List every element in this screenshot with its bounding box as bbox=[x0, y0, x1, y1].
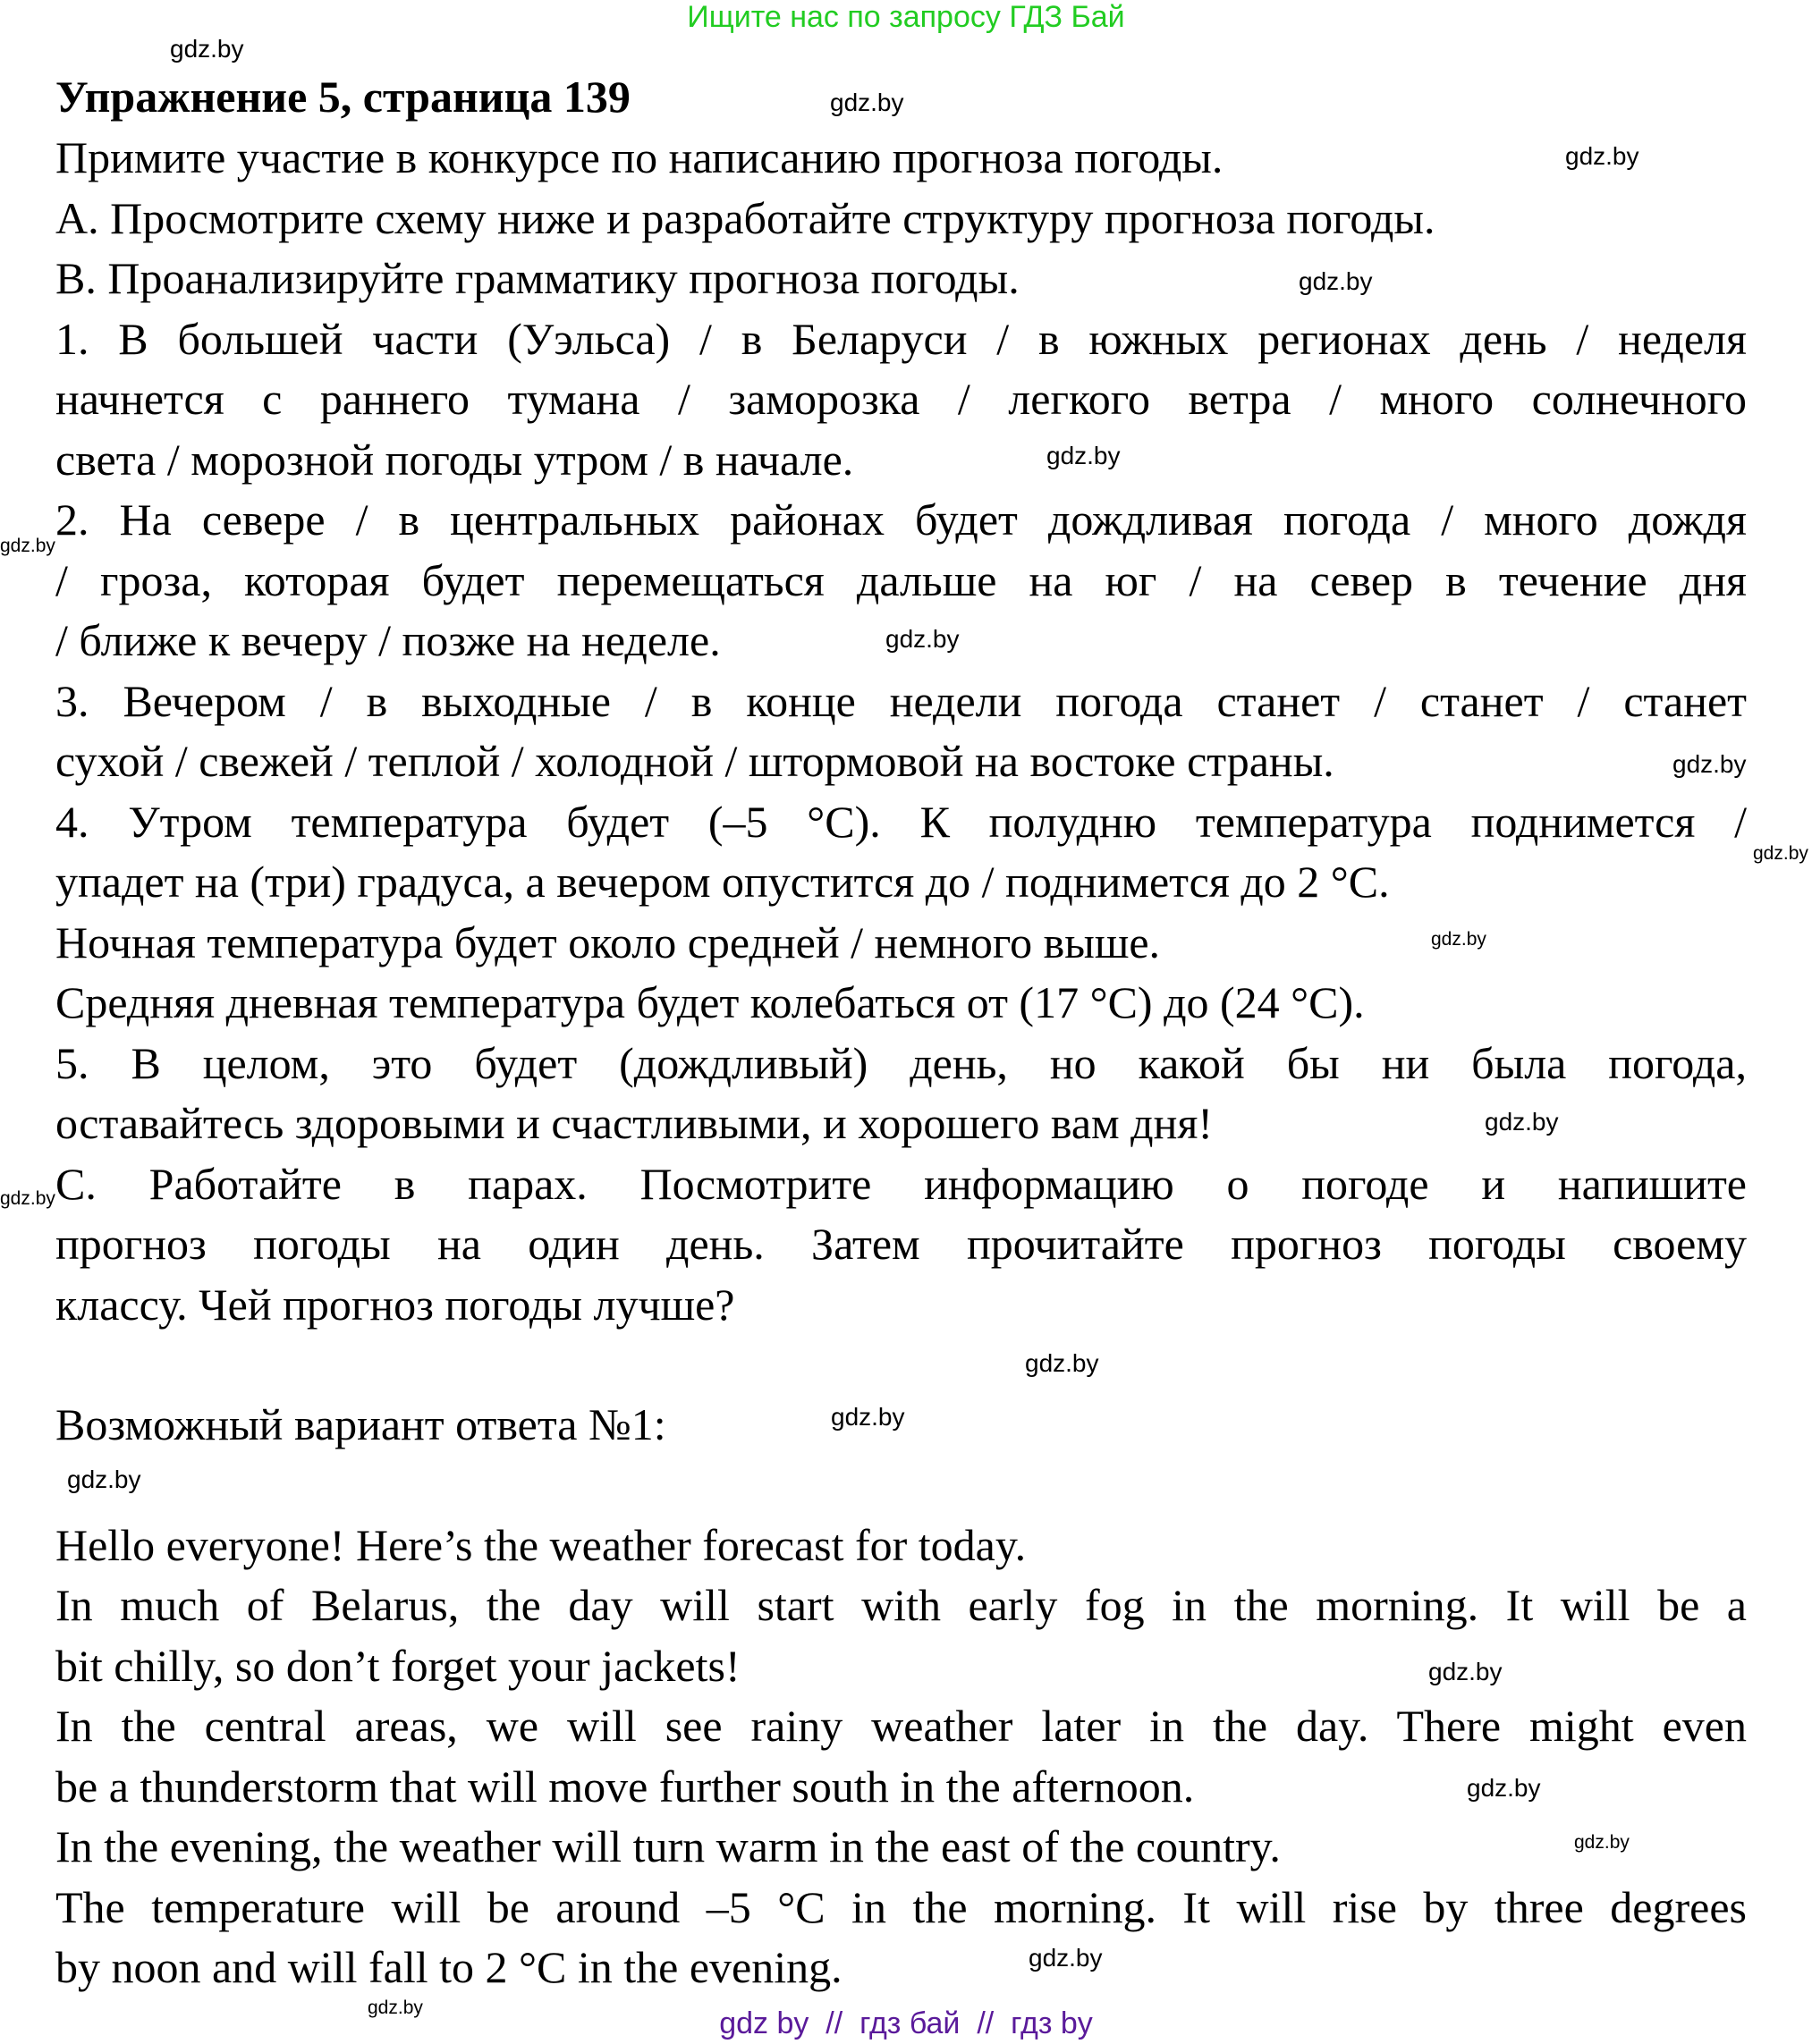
text-line: In much of Belarus, the day will start with early fog in the morning. It will be a bbox=[55, 1580, 1747, 1630]
page-title: Упражнение 5, страница 139 bbox=[55, 72, 631, 122]
watermark: gdz.by bbox=[0, 536, 55, 556]
text-line: прогноз погоды на один день. Затем прочитайте прогноз погоды своему bbox=[55, 1219, 1747, 1269]
watermark: gdz.by bbox=[1025, 1349, 1099, 1377]
search-banner: Ищите нас по запросу ГДЗ Бай bbox=[687, 0, 1125, 34]
text-line: 4. Утром температура будет (–5 °C). К полудню температура поднимется / bbox=[55, 797, 1747, 847]
text-line: In the central areas, we will see rainy weather later in the day. There might even bbox=[55, 1701, 1747, 1751]
watermark: gdz.by bbox=[1574, 1832, 1630, 1853]
watermark: gdz.by bbox=[830, 89, 904, 116]
watermark: gdz.by bbox=[1029, 1944, 1103, 1972]
watermark: gdz.by bbox=[0, 1188, 55, 1209]
text-line: А. Просмотрите схему ниже и разработайте структуру прогноза погоды. bbox=[55, 193, 1435, 243]
text-line: Hello everyone! Here’s the weather forecast for today. bbox=[55, 1520, 1027, 1570]
text-line: оставайтесь здоровыми и счастливыми, и хорошего вам дня! bbox=[55, 1098, 1213, 1148]
watermark: gdz.by bbox=[1431, 929, 1486, 950]
watermark: gdz.by bbox=[1672, 750, 1747, 778]
text-line: be a thunderstorm that will move further south in the afternoon. bbox=[55, 1761, 1195, 1812]
watermark: gdz.by bbox=[1046, 442, 1121, 469]
text-line: сухой / свежей / теплой / холодной / штормовой на востоке страны. bbox=[55, 736, 1334, 786]
text-line: С. Работайте в парах. Посмотрите информацию о погоде и напишите bbox=[55, 1159, 1747, 1209]
watermark: gdz.by bbox=[1753, 843, 1808, 864]
watermark: gdz.by bbox=[67, 1465, 141, 1493]
watermark: gdz.by bbox=[1428, 1658, 1503, 1685]
watermark: gdz.by bbox=[1565, 142, 1639, 170]
text-line: 3. Вечером / в выходные / в конце недели погода станет / станет / станет bbox=[55, 676, 1747, 726]
text-line: В. Проанализируйте грамматику прогноза погоды. bbox=[55, 253, 1020, 303]
text-line: / ближе к вечеру / позже на неделе. bbox=[55, 615, 721, 665]
text-line: The temperature will be around –5 °C in the morning. It will rise by three degrees bbox=[55, 1882, 1747, 1932]
watermark: gdz.by bbox=[885, 625, 960, 653]
footer-links: gdz by // гдз бай // гдз by bbox=[719, 2006, 1093, 2040]
text-line: In the evening, the weather will turn warm in the east of the country. bbox=[55, 1821, 1281, 1871]
text-line: bit chilly, so don’t forget your jackets! bbox=[55, 1641, 741, 1691]
watermark: gdz.by bbox=[831, 1403, 905, 1431]
watermark: gdz.by bbox=[1485, 1108, 1559, 1136]
watermark: gdz.by bbox=[170, 35, 244, 63]
text-line: 1. В большей части (Уэльса) / в Беларуси / в южных регионах день / неделя bbox=[55, 314, 1747, 364]
text-line: by noon and will fall to 2 °C in the evening. bbox=[55, 1942, 842, 1992]
watermark: gdz.by bbox=[368, 1998, 423, 2018]
text-line: / гроза, которая будет перемещаться дальше на юг / на север в течение дня bbox=[55, 555, 1747, 605]
watermark: gdz.by bbox=[1467, 1774, 1541, 1802]
text-line: Средняя дневная температура будет колебаться от (17 °C) до (24 °C). bbox=[55, 977, 1365, 1027]
answer-heading: Возможный вариант ответа №1: bbox=[55, 1399, 666, 1449]
text-line: начнется с раннего тумана / заморозка / легкого ветра / много солнечного bbox=[55, 374, 1747, 424]
text-line: Ночная температура будет около средней / немного выше. bbox=[55, 917, 1161, 967]
text-line: Примите участие в конкурсе по написанию прогноза погоды. bbox=[55, 132, 1224, 182]
text-line: 2. На севере / в центральных районах будет дождливая погода / много дождя bbox=[55, 494, 1747, 545]
watermark: gdz.by bbox=[1299, 267, 1373, 295]
text-line: 5. В целом, это будет (дождливый) день, но какой бы ни была погода, bbox=[55, 1038, 1747, 1088]
text-line: классу. Чей прогноз погоды лучше? bbox=[55, 1280, 735, 1330]
text-line: упадет на (три) градуса, а вечером опустится до / поднимется до 2 °C. bbox=[55, 857, 1390, 907]
text-line: света / морозной погоды утром / в начале. bbox=[55, 435, 854, 485]
